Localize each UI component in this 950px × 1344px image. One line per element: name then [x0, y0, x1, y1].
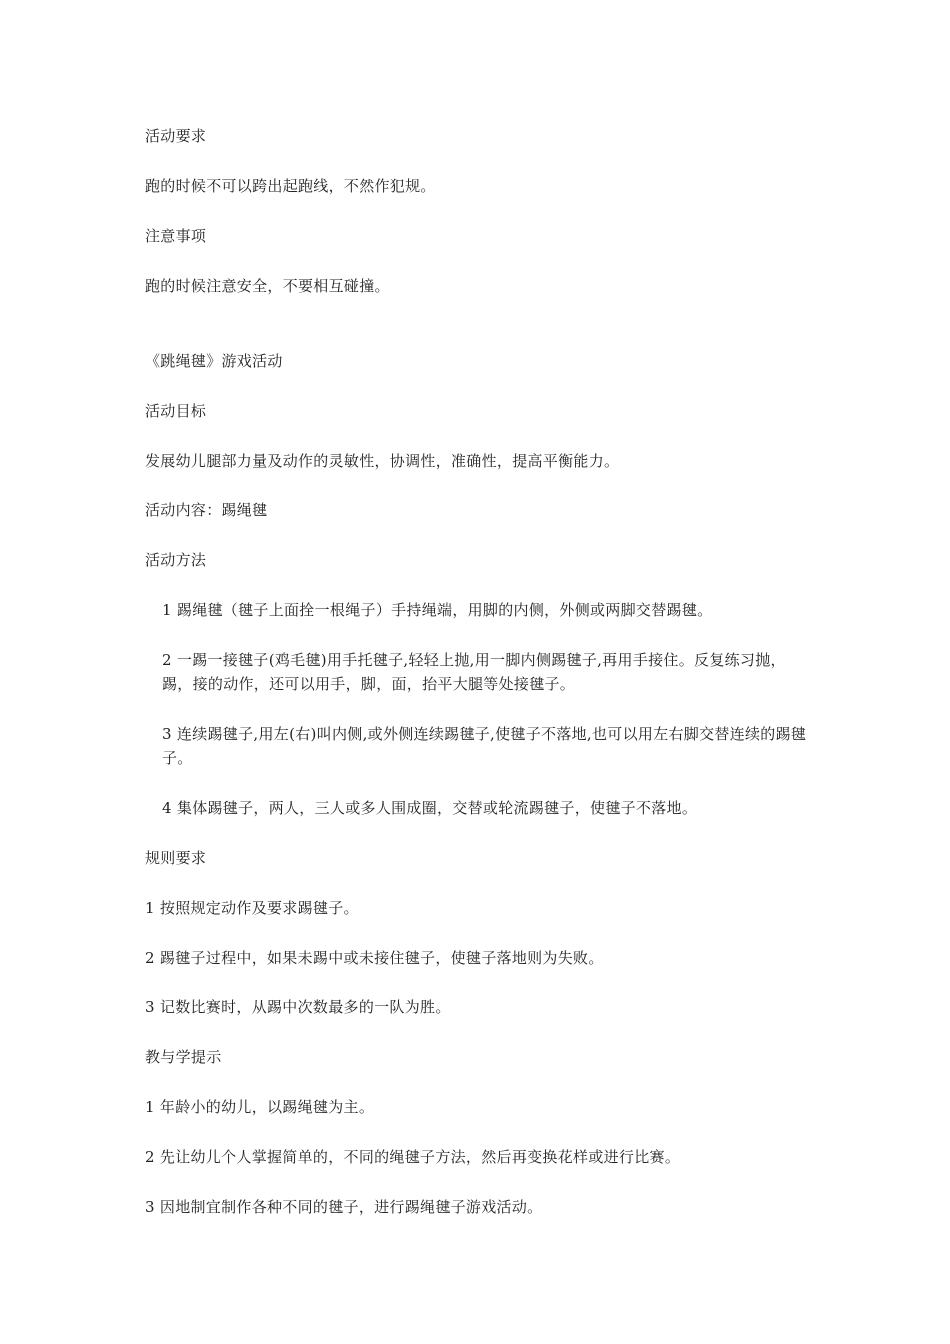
tip-item: 1 年龄小的幼儿，以踢绳毽为主。 [145, 1098, 375, 1116]
method-item: 2 一踢一接毽子(鸡毛毽)用手托毽子,轻轻上抛,用一脚内侧踢毽子,再用手接住。反复练习抛，踢，接的动作，还可以用手，脚，面，抬平大腿等处接毽子。 [162, 651, 786, 693]
rule-item: 3 记数比赛时，从踢中次数最多的一队为胜。 [145, 998, 451, 1016]
tip-item: 2 先让幼儿个人掌握简单的，不同的绳毽子方法，然后再变换花样或进行比赛。 [145, 1148, 681, 1166]
method-item: 3 连续踢毽子,用左(右)叫内侧,或外侧连续踢毽子,使毽子不落地,也可以用左右脚交替连续的踢毽子。 [162, 725, 807, 767]
method-item: 4 集体踢毽子，两人，三人或多人围成圈，交替或轮流踢毽子，使毽子不落地。 [162, 799, 698, 817]
method-item: 1 踢绳毽（毽子上面拴一根绳子）手持绳端，用脚的内侧，外侧或两脚交替踢毽。 [162, 601, 713, 619]
goal-text: 发展幼儿腿部力量及动作的灵敏性，协调性，准确性，提高平衡能力。 [145, 452, 620, 470]
tip-item: 3 因地制宜制作各种不同的毽子，进行踢绳毽子游戏活动。 [145, 1198, 543, 1216]
game-title: 《跳绳毽》游戏活动 [145, 352, 283, 370]
heading-notes: 注意事项 [145, 227, 207, 245]
heading-activity-method: 活动方法 [145, 551, 207, 569]
heading-rules: 规则要求 [145, 849, 207, 867]
activity-content: 活动内容：踢绳毽 [145, 501, 268, 519]
heading-activity-requirements: 活动要求 [145, 127, 207, 145]
notes-text: 跑的时候注意安全，不要相互碰撞。 [145, 277, 390, 295]
rule-item: 2 踢毽子过程中，如果未踢中或未接住毽子，使毽子落地则为失败。 [145, 949, 604, 967]
requirement-text: 跑的时候不可以跨出起跑线，不然作犯规。 [145, 177, 436, 195]
rule-item: 1 按照规定动作及要求踢毽子。 [145, 899, 359, 917]
heading-teaching-tips: 教与学提示 [145, 1048, 222, 1066]
heading-activity-goal: 活动目标 [145, 402, 207, 420]
